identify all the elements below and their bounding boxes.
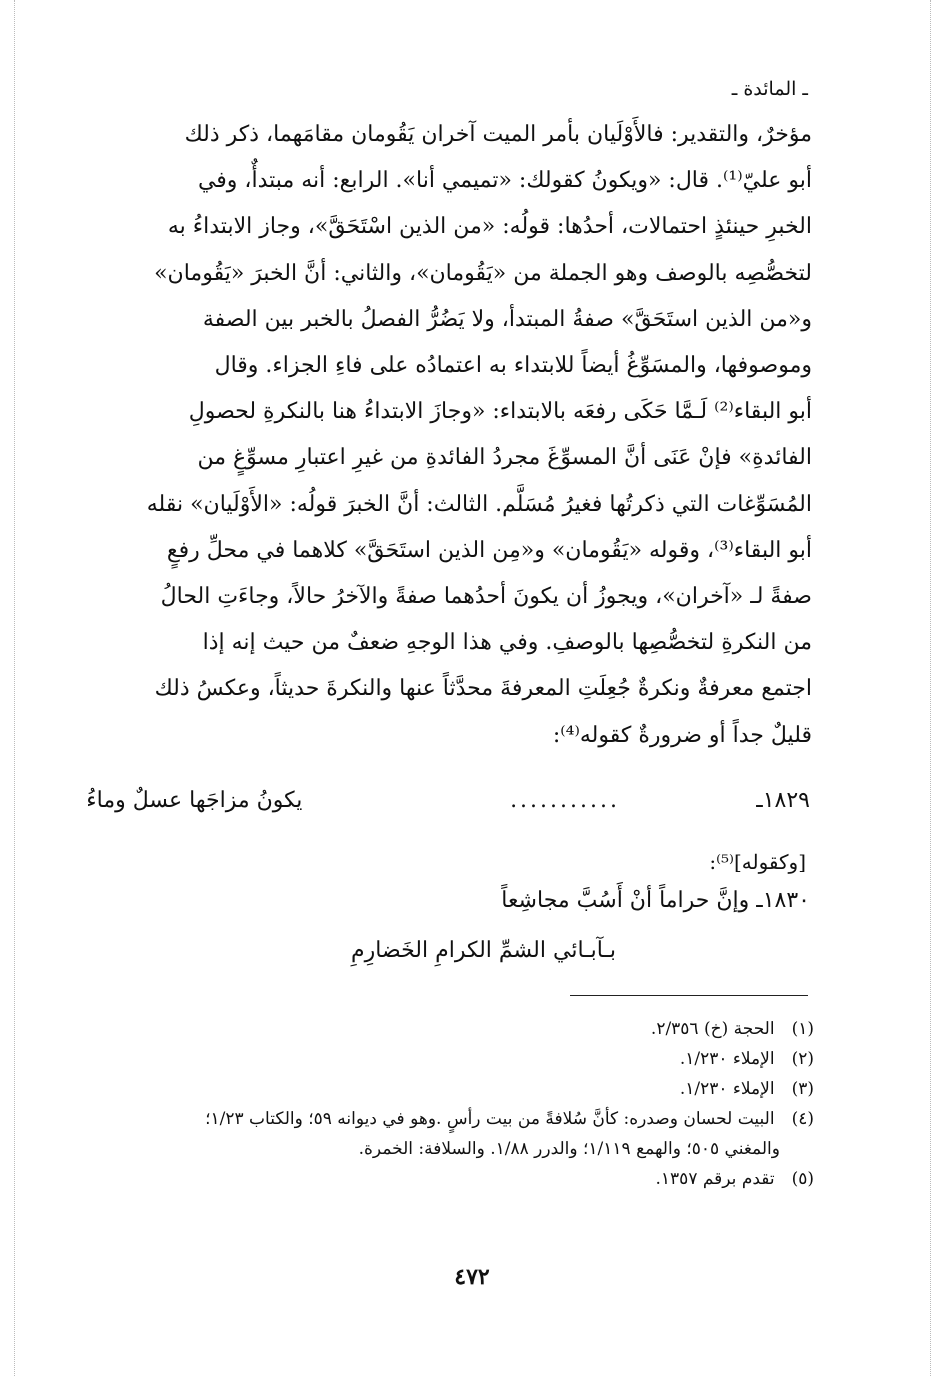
text-line: اجتمع معرفةٌ ونكرةٌ جُعِلَتِ المعرفةَ محدَّثاً عنها والنكرةَ حديثاً، وعكسُ ذلك bbox=[154, 676, 812, 702]
footnote-number: (١) bbox=[791, 1019, 814, 1039]
verse-1830-first-hemistich: ١٨٣٠ـ وإنَّ حراماً أنْ أَسُبَّ مجاشِعاً bbox=[501, 888, 810, 913]
footnote-text: الإملاء ١/٢٣٠. bbox=[679, 1049, 775, 1069]
text-line: وموصوفها، والمسَوِّغُ أيضاً للابتداء به اعتمادُه على فاءِ الجزاء. وقال bbox=[214, 353, 812, 379]
text-line: أبو البقاء⁽²⁾ لَـمَّا حَكَى رفعَه بالابتداء: «وجازَ الابتداءُ هنا بالنكرةِ لحصولِ bbox=[188, 399, 812, 425]
footnote-item bbox=[134, 1104, 814, 1164]
text-line: مؤخرٌ، والتقدير: فالأَوْلَيان بأمر الميت آخران يَقُومان مقامَهما، ذكر ذلك bbox=[184, 122, 812, 147]
footnote-item bbox=[134, 1074, 814, 1104]
text-line: الخبرِ حينئذٍ احتمالات، أحدُها: قولُه: «من الذين اسْتَحَقَّ»، وجاز الابتداءُ به bbox=[167, 214, 812, 240]
footnote-number: (٤) bbox=[791, 1109, 814, 1129]
verse-number: ١٨٢٩ـ bbox=[756, 788, 810, 813]
footnote-text: البيت لحسان وصدره: كأنَّ سُلافةً من بيت رأسٍ .وهو في ديوانه ٥٩؛ والكتاب ١/٢٣؛ bbox=[205, 1109, 775, 1129]
main-text bbox=[132, 112, 812, 759]
footnote-number: (٢) bbox=[791, 1049, 814, 1069]
footnote-separator bbox=[570, 995, 808, 996]
footnote-text: الإملاء ١/٢٣٠. bbox=[679, 1079, 775, 1099]
text-line: من النكرةِ لتخصُّصِها بالوصفِ. وفي هذا الوجهِ ضعفٌ من حيث إنه إذا bbox=[202, 630, 812, 656]
text-line: لتخصُّصِه بالوصف وهو الجملة من «يَقُومان»، والثاني: أنَّ الخبرَ «يَقُومان» bbox=[154, 260, 812, 286]
footnote-item bbox=[134, 1014, 814, 1044]
footnote-item bbox=[134, 1164, 814, 1194]
text-line: و«من الذين استَحَقَّ» صفةُ المبتدأ، ولا يَضُرُّ الفصلُ بالخبر بين الصفة bbox=[202, 306, 812, 332]
footnote-text: الحجة (خ) ٢/٣٥٦. bbox=[650, 1019, 775, 1039]
verse-1830-second-hemistich: بـآبـائي الشمِّ الكرامِ الخَضارِمِ bbox=[351, 938, 616, 963]
text-line: أبو البقاء⁽³⁾، وقوله «يَقُومان» و«مِن الذين استَحَقَّ» كلاهما في محلِّ رفعٍ bbox=[166, 537, 812, 563]
footnote-number: (٣) bbox=[791, 1079, 814, 1099]
running-title: ـ المائدة ـ bbox=[731, 78, 808, 100]
verse-ellipsis: ........... bbox=[510, 788, 620, 813]
footnote-text: تقدم برقم ١٣٥٧. bbox=[655, 1169, 775, 1189]
right-margin-guide bbox=[930, 0, 931, 1376]
footnote-continuation: والمغني ٥٠٥؛ والهمع ١/١١٩؛ والدرر ١/٨٨. والسلافة: الخمرة. bbox=[358, 1139, 780, 1159]
text-line: أبو عليّ⁽¹⁾. قال: «ويكونُ كقولك: «تميمي أنا». الرابع: أنه مبتدأٌ، وفي bbox=[197, 168, 812, 194]
left-margin-guide bbox=[14, 0, 15, 1376]
verse-hemistich: يكونُ مزاجَها عسلٌ وماءُ bbox=[86, 788, 303, 813]
footnote-number: (٥) bbox=[791, 1169, 814, 1189]
verse-intro: [وكقوله]⁽⁵⁾: bbox=[709, 850, 806, 874]
text-line: صفةً لـ «آخران»، ويجوزُ أن يكونَ أحدُهما صفةً والآخرُ حالاً، وجاءَتِ الحالُ bbox=[160, 584, 812, 610]
text-line: الفائدةِ» فإنْ عَنَى أنَّ المسوِّغَ مجردُ الفائدةِ من غيرِ اعتبارِ مسوِّغٍ من bbox=[197, 445, 812, 471]
text-line: المُسَوِّغات التي ذكرتُها فغيرُ مُسَلَّم. الثالث: أنَّ الخبرَ قولُه: «الأَوْلَيان» نقله bbox=[146, 491, 812, 517]
footnotes bbox=[134, 1014, 814, 1194]
footnote-item bbox=[134, 1044, 814, 1074]
text-line: قليلٌ جداً أو ضرورةٌ كقوله⁽⁴⁾: bbox=[552, 722, 812, 748]
page-number: ٤٧٢ bbox=[454, 1264, 490, 1290]
verse-1829 bbox=[86, 788, 810, 813]
